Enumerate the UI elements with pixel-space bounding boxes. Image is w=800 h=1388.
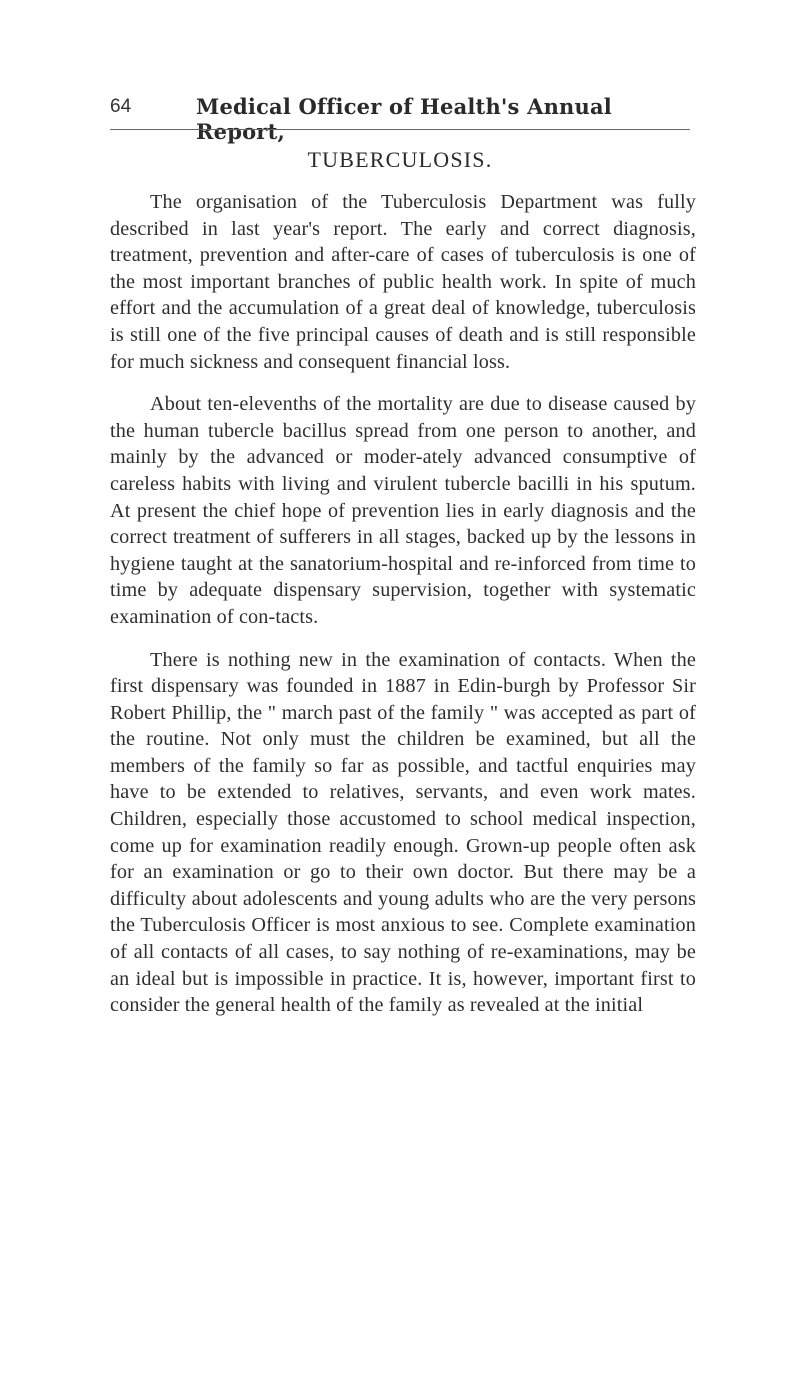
running-title: Medical Officer of Health's Annual Report,	[196, 94, 612, 144]
body-text	[110, 189, 696, 1035]
paragraph-contacts: There is nothing new in the examination of contacts. When the first dispensary was founded in 1887 in Edin-burgh by Professor Sir Robert Phillip, the " march past of the family " was accepted as part of the routine. Not only must the children be examined, but all the members of the family so far as possible, and tactful enquiries may have to be extended to relatives, servants, and even work mates. Children, especially those accustomed to school medical inspection, come up for examination readily enough. Grown-up people often ask for an examination or go to their own doctor. But there may be a difficulty about adolescents and young adults who are the very persons the Tuberculosis Officer is most anxious to see. Complete examination of all contacts of all cases, to say nothing of re-examinations, may be an ideal but is impossible in practice. It is, however, important first to consider the general health of the family as revealed at the initial	[110, 648, 696, 1017]
paragraph-organisation: The organisation of the Tuberculosis Department was fully described in last year's report. The early and correct diagnosis, treatment, prevention and after-care of cases of tuberculosis is one of the most important branches of public health work. In spite of much effort and the accumulation of a great deal of knowledge, tuberculosis is still one of the five principal causes of death and is still responsible for much sickness and consequent financial loss.	[110, 191, 696, 373]
page-number: 64	[110, 96, 132, 117]
section-title: TUBERCULOSIS.	[307, 147, 493, 172]
paragraph-mortality: About ten-elevenths of the mortality are due to disease caused by the human tubercle bacillus spread from one person to another, and mainly by the advanced or moder-ately advanced consumptive of careless habits with living and virulent tubercle bacilli in his sputum. At present the chief hope of prevention lies in early diagnosis and the correct treatment of sufferers in all stages, backed up by the lessons in hygiene taught at the sanatorium-hospital and re-inforced from time to time by adequate dispensary supervision, together with systematic examination of con-tacts.	[110, 393, 696, 628]
page-header	[110, 94, 690, 144]
header-rule	[110, 129, 690, 130]
